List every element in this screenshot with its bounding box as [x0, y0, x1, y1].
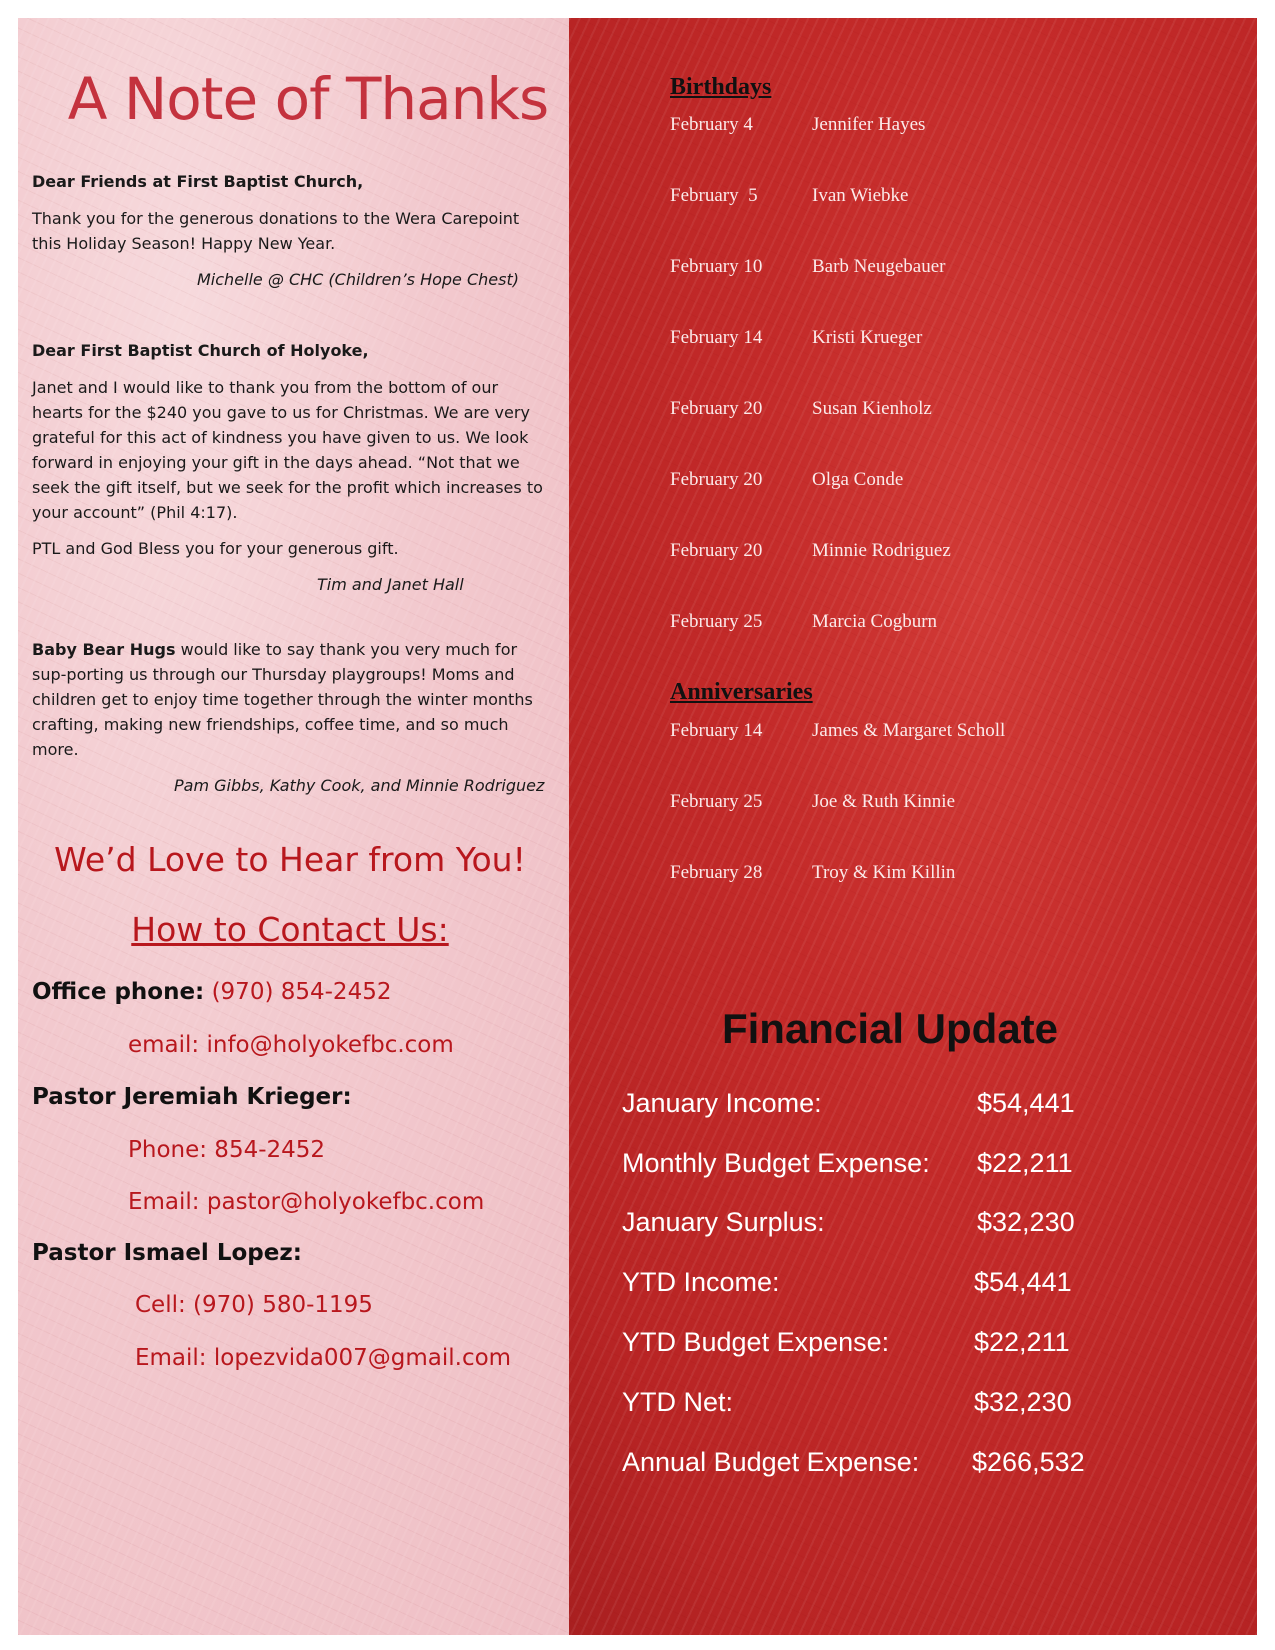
- birthday-row: [670, 256, 945, 278]
- office-email[interactable]: email: info@holyokefbc.com: [128, 1032, 454, 1058]
- birthday-date: February 4: [670, 114, 753, 135]
- office-phone-value[interactable]: (970) 854-2452: [211, 979, 392, 1005]
- financial-value: $54,441: [974, 1267, 1072, 1297]
- birthday-row: [670, 398, 932, 420]
- birthday-row: [670, 611, 937, 633]
- note-greeting: Dear Friends at First Baptist Church,: [32, 172, 364, 191]
- how-to-contact-heading: How to Contact Us:: [131, 910, 449, 949]
- note-body: [32, 637, 554, 762]
- note-body: Janet and I would like to thank you from the bottom of our hearts for the $240 you gave to us for Christmas. We are very grateful for this act of kindness you have given to us. We look forward in enjoying your gift in the days ahead. “Not that we seek the gift itself, but we seek for the profit which increases to your account” (Phil 4:17).: [32, 378, 543, 522]
- anniversary-date: February 28: [670, 862, 763, 883]
- birthday-name: Minnie Rodriguez: [812, 540, 951, 561]
- anniversary-row: [670, 720, 1005, 742]
- anniversary-name: James & Margaret Scholl: [812, 720, 1006, 741]
- birthday-name: Susan Kienholz: [812, 398, 932, 419]
- pastor-lopez-email[interactable]: Email: lopezvida007@gmail.com: [135, 1345, 512, 1371]
- financial-row: [622, 1267, 1072, 1298]
- anniversary-date: February 14: [670, 720, 763, 741]
- birthday-date: February 20: [670, 540, 763, 561]
- financial-label: YTD Income:: [622, 1267, 780, 1297]
- birthday-name: Olga Conde: [812, 469, 904, 490]
- birthday-name: Barb Neugebauer: [812, 256, 946, 277]
- financial-row: [622, 1327, 1070, 1358]
- birthday-row: [670, 540, 951, 562]
- office-phone-label: Office phone:: [32, 979, 205, 1005]
- note-signature: Pam Gibbs, Kathy Cook, and Minnie Rodriguez: [174, 776, 545, 795]
- pastor-krieger-phone[interactable]: Phone: 854-2452: [128, 1137, 326, 1163]
- note-greeting: Dear First Baptist Church of Holyoke,: [32, 341, 369, 360]
- financial-row: [622, 1148, 1073, 1179]
- birthday-row: [670, 114, 925, 136]
- note-bold-lead: Baby Bear Hugs: [32, 640, 176, 659]
- birthday-date: February 5: [670, 185, 758, 206]
- financial-label: Annual Budget Expense:: [622, 1447, 920, 1477]
- anniversary-date: February 25: [670, 791, 763, 812]
- financial-value: $266,532: [972, 1447, 1085, 1477]
- birthdays-heading: Birthdays: [670, 74, 772, 100]
- birthday-row: [670, 327, 922, 349]
- birthday-date: February 25: [670, 611, 763, 632]
- pastor-name-label: Pastor Jeremiah Krieger:: [32, 1084, 352, 1110]
- thank-you-note-baby-bear-hugs: [32, 637, 582, 809]
- thank-you-note-hall: [32, 338, 582, 608]
- financial-value: $22,211: [974, 1327, 1070, 1357]
- financial-label: YTD Net:: [622, 1387, 734, 1417]
- anniversary-row: [670, 791, 955, 813]
- birthday-name: Marcia Cogburn: [812, 611, 938, 632]
- note-body: Thank you for the generous donations to the Wera Carepoint this Holiday Season! Happy New Year.: [32, 209, 520, 253]
- note-signature: Michelle @ CHC (Children’s Hope Chest): [197, 270, 519, 289]
- hear-from-you-heading: We’d Love to Hear from You!: [54, 840, 526, 879]
- office-phone-line: [32, 979, 391, 1005]
- birthday-name: Ivan Wiebke: [812, 185, 909, 206]
- financial-row: [622, 1447, 1085, 1478]
- anniversary-name: Joe & Ruth Kinnie: [812, 791, 956, 812]
- financial-value: $22,211: [977, 1148, 1073, 1178]
- page-title: A Note of Thanks: [67, 65, 549, 133]
- note-body-2: PTL and God Bless you for your generous gift.: [32, 539, 399, 558]
- financial-value: $32,230: [974, 1387, 1072, 1417]
- financial-label: January Surplus:: [622, 1207, 825, 1237]
- note-body-text: would like to say thank you very much for sup-porting us through our Thursday playgroups! Moms and children get to enjoy time together through the winter months crafting, making new friendships, coffee time, and so much more.: [32, 640, 533, 759]
- thank-you-note-chc: [32, 169, 582, 303]
- birthday-name: Kristi Krueger: [812, 327, 923, 348]
- birthday-row: [670, 469, 903, 491]
- financial-label: Monthly Budget Expense:: [622, 1148, 930, 1178]
- birthday-date: February 14: [670, 327, 763, 348]
- anniversaries-heading: Anniversaries: [670, 679, 813, 705]
- pastor-name-label: Pastor Ismael Lopez:: [32, 1240, 302, 1266]
- financial-value: $54,441: [977, 1088, 1075, 1118]
- pastor-lopez-name: [32, 1240, 302, 1266]
- financial-row: [622, 1207, 1075, 1238]
- financial-update-heading: Financial Update: [721, 1005, 1059, 1052]
- note-signature: Tim and Janet Hall: [317, 575, 464, 594]
- pastor-krieger-email[interactable]: Email: pastor@holyokefbc.com: [128, 1189, 485, 1215]
- financial-label: YTD Budget Expense:: [622, 1327, 890, 1357]
- financial-value: $32,230: [977, 1207, 1075, 1237]
- birthday-date: February 10: [670, 256, 763, 277]
- pastor-lopez-cell[interactable]: Cell: (970) 580-1195: [135, 1292, 373, 1318]
- anniversary-row: [670, 862, 955, 884]
- birthday-date: February 20: [670, 398, 763, 419]
- birthday-date: February 20: [670, 469, 763, 490]
- birthday-row: [670, 185, 908, 207]
- financial-row: [622, 1387, 1072, 1418]
- financial-label: January Income:: [622, 1088, 822, 1118]
- birthday-name: Jennifer Hayes: [812, 114, 926, 135]
- pastor-krieger-name: [32, 1084, 352, 1110]
- anniversary-name: Troy & Kim Killin: [812, 862, 956, 883]
- financial-row: [622, 1088, 1075, 1119]
